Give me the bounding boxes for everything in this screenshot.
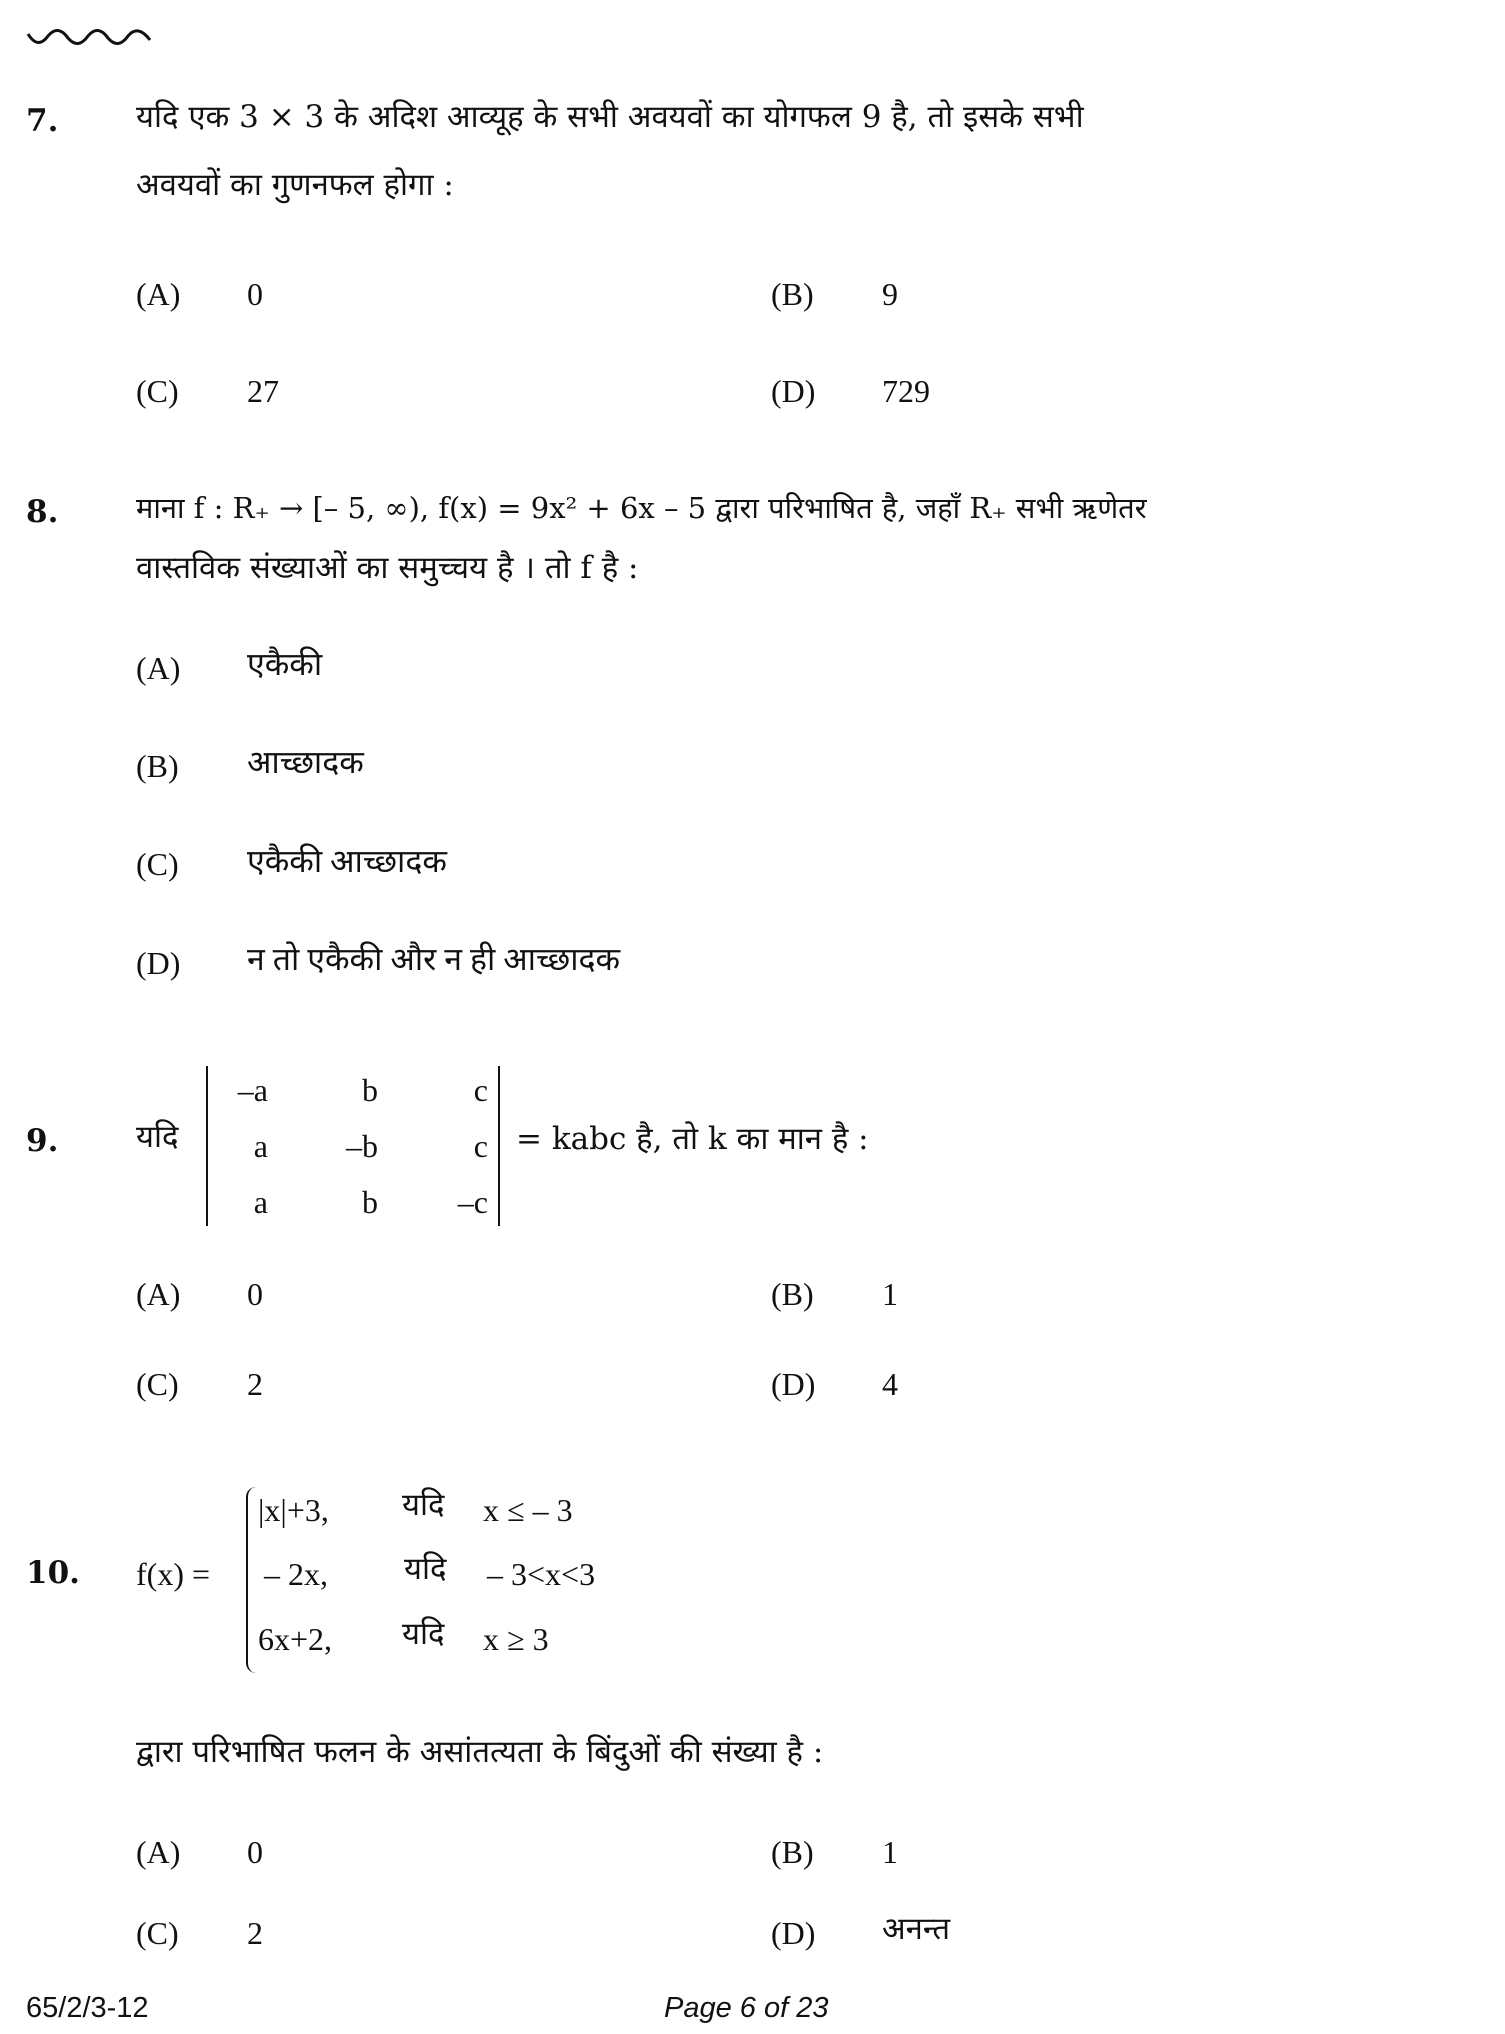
page-number: Page 6 of 23 <box>664 1992 829 2024</box>
matrix-cell: b <box>362 1072 378 1108</box>
option-label: (B) <box>771 276 814 312</box>
option-label: (A) <box>136 1834 181 1870</box>
option-value: 0 <box>247 1834 263 1870</box>
matrix-cell: c <box>473 1072 488 1108</box>
option-value: अनन्त <box>882 1911 951 1947</box>
option-value: 1 <box>882 1276 898 1312</box>
case-expression: 6x+2, <box>258 1621 333 1657</box>
paper-code: 65/2/3-12 <box>26 1992 149 2024</box>
question-text: = kabc है, तो k का मान है : <box>516 1121 869 1157</box>
function-lhs: f(x) = <box>136 1556 211 1592</box>
matrix-cell: c <box>473 1128 488 1164</box>
matrix-cell: b <box>362 1184 378 1220</box>
option-value: 2 <box>247 1915 263 1951</box>
option-label: (C) <box>136 1366 179 1402</box>
option-label: (B) <box>771 1276 814 1312</box>
option-label: (A) <box>136 1276 181 1312</box>
option-value: आच्छादक <box>247 744 364 780</box>
option-label: (A) <box>136 650 181 686</box>
matrix-cell: –a <box>237 1072 268 1108</box>
option-value: 1 <box>882 1834 898 1870</box>
matrix-cell: a <box>253 1128 268 1164</box>
option-label: (D) <box>771 373 816 409</box>
question-number: 7. <box>26 103 59 139</box>
case-condition: x ≤ – 3 <box>483 1492 573 1528</box>
option-value: 0 <box>247 1276 263 1312</box>
question-text: वास्तविक संख्याओं का समुच्चय है । तो f है : <box>136 550 639 586</box>
case-if: यदि <box>402 1487 445 1523</box>
question-text: द्वारा परिभाषित फलन के असांतत्यता के बिंदुओं की संख्या है : <box>136 1734 824 1770</box>
question-number: 9. <box>26 1123 59 1159</box>
determinant <box>206 1066 500 1226</box>
option-label: (C) <box>136 373 179 409</box>
case-condition: – 3<x<3 <box>487 1556 596 1592</box>
case-if: यदि <box>404 1551 447 1587</box>
option-label: (D) <box>771 1366 816 1402</box>
option-label: (C) <box>136 846 179 882</box>
question-number: 8. <box>26 494 59 530</box>
option-value: 4 <box>882 1366 898 1402</box>
question-text: यदि एक 3 × 3 के अदिश आव्यूह के सभी अवयवों का योगफल 9 है, तो इसके सभी <box>136 99 1084 135</box>
question-text: यदि <box>136 1119 179 1155</box>
option-label: (C) <box>136 1915 179 1951</box>
option-value: एकैकी आच्छादक <box>247 843 447 879</box>
option-label: (B) <box>771 1834 814 1870</box>
option-value: 9 <box>882 276 898 312</box>
case-expression: – 2x, <box>264 1556 328 1592</box>
matrix-cell: –b <box>346 1128 378 1164</box>
option-value: न तो एकैकी और न ही आच्छादक <box>247 941 621 977</box>
wavy-line-mark <box>26 28 156 50</box>
case-expression: |x|+3, <box>258 1492 329 1528</box>
question-number: 10. <box>26 1555 80 1591</box>
question-text: अवयवों का गुणनफल होगा : <box>136 167 454 203</box>
option-value: 729 <box>882 373 930 409</box>
option-value: 0 <box>247 276 263 312</box>
option-value: एकैकी <box>247 646 323 682</box>
option-label: (D) <box>771 1915 816 1951</box>
option-label: (A) <box>136 276 181 312</box>
option-value: 27 <box>247 373 279 409</box>
matrix-cell: –c <box>457 1184 488 1220</box>
option-value: 2 <box>247 1366 263 1402</box>
matrix-cell: a <box>253 1184 268 1220</box>
option-label: (B) <box>136 748 179 784</box>
option-label: (D) <box>136 945 181 981</box>
case-condition: x ≥ 3 <box>483 1621 549 1657</box>
question-text: माना f : R₊ → [– 5, ∞), f(x) = 9x² + 6x – 5 द्वारा परिभाषित है, जहाँ R₊ सभी ऋणेतर <box>136 491 1147 525</box>
case-if: यदि <box>402 1616 445 1652</box>
